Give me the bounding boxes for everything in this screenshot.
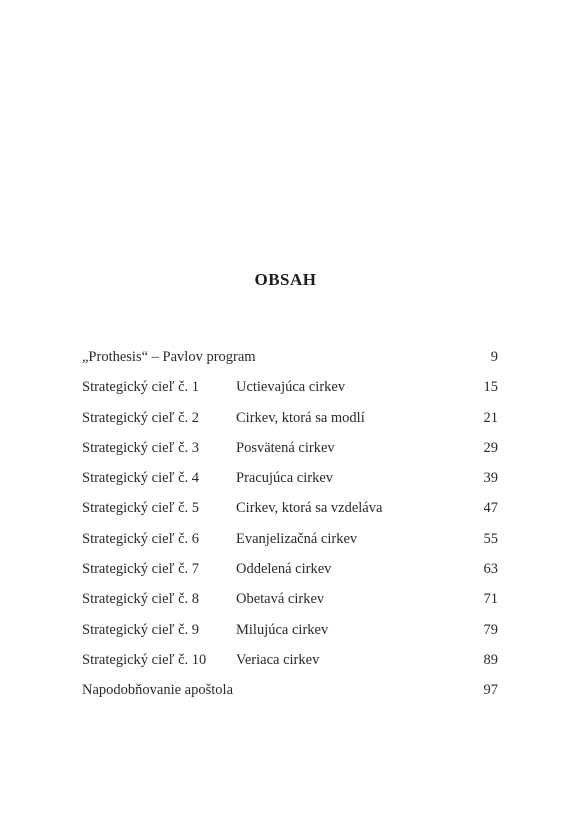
toc-entry [82, 650, 498, 680]
toc-entry-title: Pracujúca cirkev [236, 470, 334, 487]
toc-entry-title: Evanjelizačná cirkev [236, 530, 358, 547]
toc-entry [82, 620, 498, 650]
toc-entry-page-number: 29 [483, 439, 498, 456]
toc-entry-page-number: 79 [483, 621, 498, 638]
toc-entry-label: Strategický cieľ č. 7 [82, 561, 200, 578]
toc-entry [82, 377, 498, 407]
toc-entry-title: Posvätená cirkev [236, 439, 335, 456]
toc-entry [82, 438, 498, 468]
toc-entry [82, 498, 498, 528]
toc-entry-label: Strategický cieľ č. 1 [82, 379, 200, 396]
toc-entry-label: Strategický cieľ č. 10 [82, 651, 207, 668]
toc-entry-page-number: 47 [483, 500, 498, 517]
toc-entry [82, 347, 498, 377]
toc-entry-label: Strategický cieľ č. 9 [82, 621, 200, 638]
toc-entry [82, 468, 498, 498]
toc-entry-label: Strategický cieľ č. 6 [82, 530, 200, 547]
toc-entry-page-number: 63 [483, 561, 498, 578]
toc-entry-page-number: 55 [483, 530, 498, 547]
toc-entry-label: Strategický cieľ č. 2 [82, 409, 200, 426]
toc-entry [82, 408, 498, 438]
toc-entry-page-number: 9 [490, 349, 498, 365]
toc-entry-label: Strategický cieľ č. 3 [82, 439, 200, 456]
toc-entry-page-number: 71 [483, 591, 498, 608]
toc-entry-label: Strategický cieľ č. 8 [82, 591, 200, 608]
toc-entry-title: Uctievajúca cirkev [236, 379, 346, 396]
toc-entry-label: „Prothesis“ – Pavlov program [82, 349, 256, 365]
toc-entry-title: Veriaca cirkev [236, 651, 320, 668]
table-of-contents [82, 347, 498, 711]
page-title: OBSAH [254, 270, 317, 289]
toc-entry [82, 589, 498, 619]
toc-entry-label: Strategický cieľ č. 5 [82, 500, 200, 517]
toc-entry [82, 559, 498, 589]
toc-entry-page-number: 21 [483, 409, 498, 426]
toc-entry-label: Napodobňovanie apoštola [82, 682, 234, 699]
toc-entry-title: Milujúca cirkev [236, 621, 329, 638]
toc-entry-page-number: 15 [483, 379, 498, 396]
toc-entry-title: Obetavá cirkev [236, 591, 325, 608]
toc-entry [82, 680, 498, 710]
toc-entry-page-number: 89 [483, 651, 498, 668]
toc-entry-title: Oddelená cirkev [236, 561, 332, 578]
toc-entry-title: Cirkev, ktorá sa vzdeláva [236, 500, 383, 517]
toc-entry-label: Strategický cieľ č. 4 [82, 470, 200, 487]
toc-entry [82, 529, 498, 559]
toc-entry-title: Cirkev, ktorá sa modlí [236, 409, 365, 426]
toc-entry-page-number: 97 [483, 682, 498, 699]
toc-entry-page-number: 39 [483, 470, 498, 487]
